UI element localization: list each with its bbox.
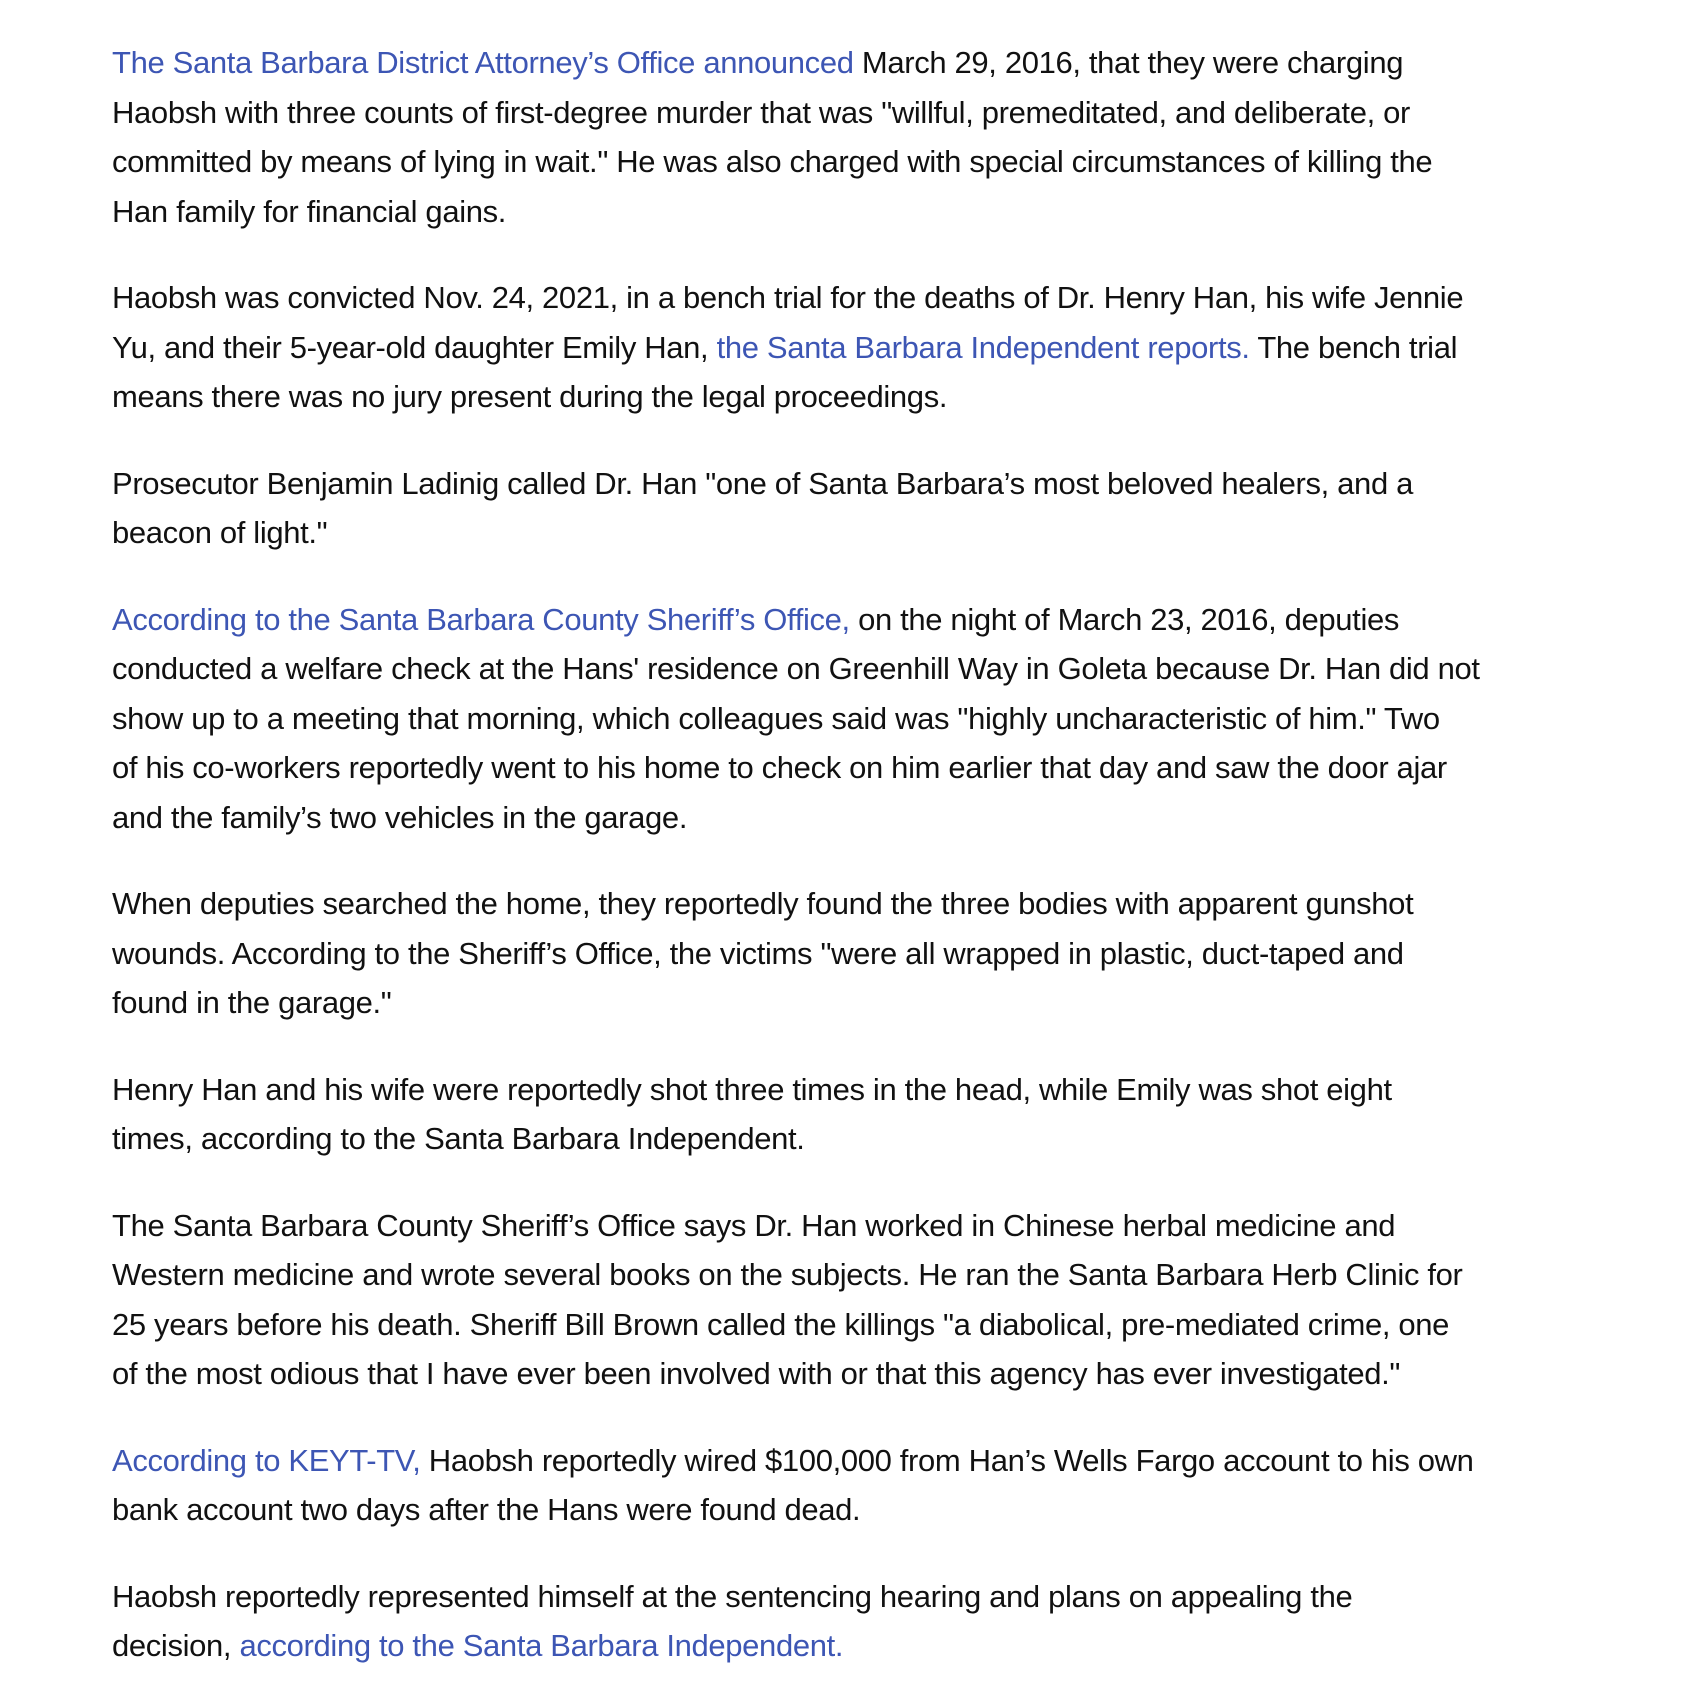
- paragraph-4: [112, 595, 1612, 843]
- text-run: decision,: [112, 1628, 240, 1663]
- text-line: [112, 1485, 1612, 1535]
- text-line: [112, 743, 1612, 793]
- paragraph-2: [112, 273, 1612, 422]
- text-run: beacon of light.": [112, 515, 328, 550]
- text-line: [112, 1065, 1612, 1115]
- text-run: show up to a meeting that morning, which colleagues said was "highly uncharacteristic of him." Two: [112, 700, 1440, 736]
- text-line: [112, 1572, 1612, 1622]
- text-run: bank account two days after the Hans were found dead.: [112, 1492, 861, 1527]
- text-run: March 29, 2016, that they were charging: [853, 45, 1404, 80]
- paragraph-1: [112, 38, 1612, 236]
- text-run: on the night of March 23, 2016, deputies: [849, 601, 1400, 637]
- text-run: of the most odious that I have ever been involved with or that this agency has ever investigated.": [112, 1356, 1401, 1391]
- text-run: of his co-workers reportedly went to his home to check on him earlier that day and saw the door ajar: [112, 750, 1447, 785]
- text-run: The bench trial: [1249, 329, 1458, 365]
- text-line: [112, 1201, 1612, 1251]
- text-run: wounds. According to the Sheriff’s Office, the victims "were all wrapped in plastic, duct-taped and: [112, 935, 1404, 971]
- text-line: [112, 595, 1612, 645]
- text-run: found in the garage.": [112, 985, 392, 1020]
- text-line: [112, 1349, 1612, 1399]
- text-run: Haobsh reportedly represented himself at the sentencing hearing and plans on appealing the: [112, 1578, 1353, 1614]
- paragraph-9: [112, 1572, 1612, 1671]
- paragraph-8: [112, 1436, 1612, 1535]
- text-run: Han family for financial gains.: [112, 193, 507, 229]
- text-line: [112, 88, 1612, 138]
- text-line: [112, 929, 1612, 979]
- text-line: [112, 644, 1612, 694]
- text-line: [112, 323, 1612, 373]
- paragraph-3: [112, 459, 1612, 558]
- text-line: [112, 137, 1612, 187]
- text-run: and the family’s two vehicles in the garage.: [112, 799, 688, 835]
- text-line: [112, 694, 1612, 744]
- text-run: Haobsh reportedly wired $100,000 from Han’s Wells Fargo account to his own: [420, 1442, 1474, 1478]
- text-run: The Santa Barbara County Sheriff’s Office says Dr. Han worked in Chinese herbal medicine and: [112, 1207, 1396, 1243]
- text-line: [112, 978, 1612, 1028]
- text-line: [112, 793, 1612, 843]
- text-line: [112, 372, 1612, 422]
- text-run: committed by means of lying in wait." He was also charged with special circumstances of killing the: [112, 144, 1433, 179]
- text-line: [112, 459, 1612, 509]
- text-run: Prosecutor Benjamin Ladinig called Dr. Han "one of Santa Barbara’s most beloved healers, and a: [112, 465, 1413, 501]
- text-run: 25 years before his death. Sheriff Bill Brown called the killings "a diabolical, pre-mediated crime, one: [112, 1306, 1450, 1342]
- text-line: [112, 1621, 1612, 1671]
- hyperlink[interactable]: According to KEYT-TV,: [112, 1442, 421, 1478]
- text-run: Yu, and their 5-year-old daughter Emily Han,: [112, 329, 717, 365]
- hyperlink[interactable]: the Santa Barbara Independent reports.: [716, 329, 1250, 365]
- text-line: [112, 38, 1612, 88]
- text-line: [112, 187, 1612, 237]
- text-run: means there was no jury present during the legal proceedings.: [112, 379, 948, 414]
- text-line: [112, 1300, 1612, 1350]
- paragraph-7: [112, 1201, 1612, 1399]
- text-run: Haobsh with three counts of first-degree murder that was "willful, premeditated, and deliberate, or: [112, 94, 1410, 130]
- hyperlink[interactable]: according to the Santa Barbara Independent.: [239, 1628, 844, 1663]
- document-page: [112, 38, 1612, 1708]
- text-line: [112, 1436, 1612, 1486]
- text-line: [112, 1114, 1612, 1164]
- text-run: Henry Han and his wife were reportedly shot three times in the head, while Emily was shot eight: [112, 1071, 1392, 1107]
- hyperlink[interactable]: The Santa Barbara District Attorney’s Office announced: [112, 45, 854, 80]
- text-run: conducted a welfare check at the Hans' residence on Greenhill Way in Goleta because Dr. Han did not: [112, 651, 1480, 686]
- paragraph-5: [112, 879, 1612, 1028]
- text-run: Haobsh was convicted Nov. 24, 2021, in a bench trial for the deaths of Dr. Henry Han, his wife Jennie: [112, 280, 1464, 315]
- text-line: [112, 879, 1612, 929]
- text-line: [112, 1250, 1612, 1300]
- hyperlink[interactable]: According to the Santa Barbara County Sheriff’s Office,: [112, 601, 850, 637]
- text-line: [112, 273, 1612, 323]
- text-run: When deputies searched the home, they reportedly found the three bodies with apparent gunshot: [112, 886, 1414, 921]
- text-run: times, according to the Santa Barbara Independent.: [112, 1121, 805, 1156]
- text-run: Western medicine and wrote several books on the subjects. He ran the Santa Barbara Herb Clinic for: [112, 1257, 1463, 1292]
- text-line: [112, 508, 1612, 558]
- paragraph-6: [112, 1065, 1612, 1164]
